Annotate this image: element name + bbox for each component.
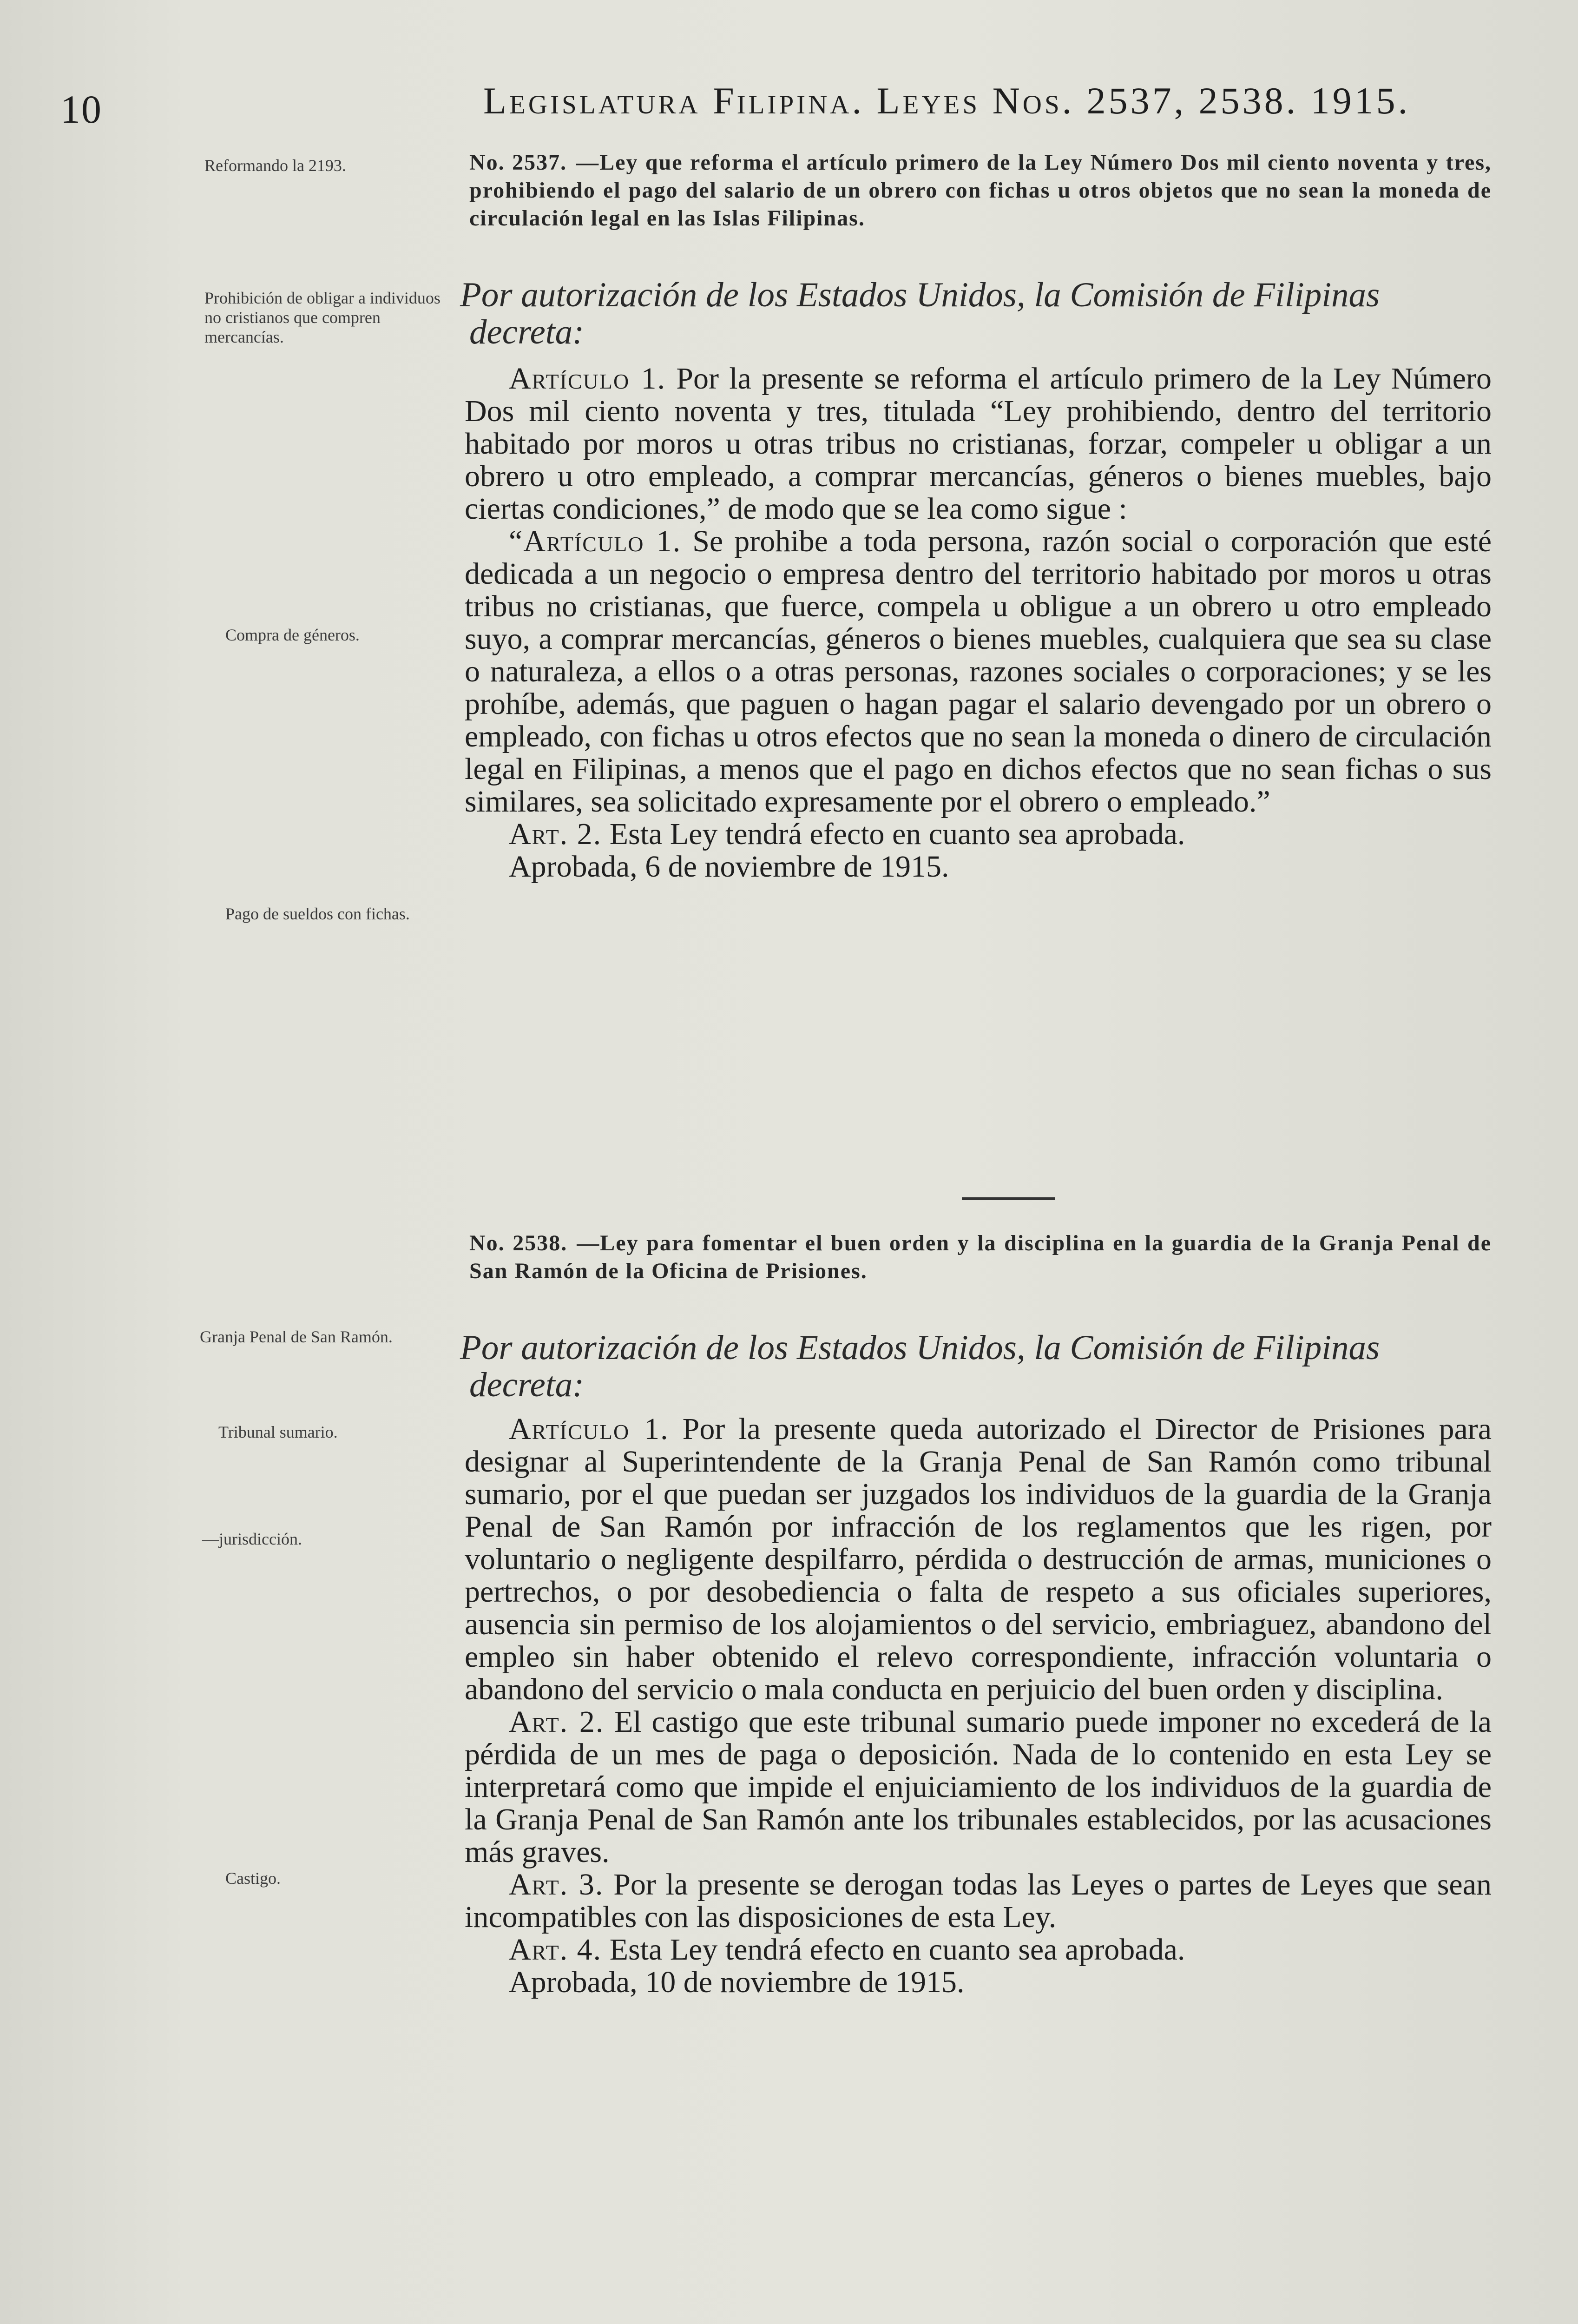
margin-note-prohibicion: Prohibición de obligar a individuos no cristianos que compren mercancías. [204,289,441,346]
law-2537-quoted-article [465,525,1492,818]
margin-note-reformando: Reformando la 2193. [204,156,346,175]
law-2538-article-4 [465,1934,1492,1966]
law-2537-title-text: —Ley que reforma el artículo primero de la Ley Número Dos mil ciento noventa y tres, prohibiendo el pago del salario de un obrero con fichas u otros objetos que no sean la moneda de circulación legal en las Islas Filipinas. [469,150,1492,231]
margin-note-compra: Compra de géneros. [225,626,360,644]
margin-note-granja: Granja Penal de San Ramón. [200,1327,393,1346]
law-2538-approved: Aprobada, 10 de noviembre de 1915. [509,1965,965,1999]
article-label: Artículo 1. [509,1412,669,1446]
law-2537-article-2 [465,818,1492,851]
law-2538-article-3 [465,1868,1492,1934]
article-label: “Artículo 1. [509,524,682,558]
article-label: Art. 4. [509,1933,602,1967]
law-2537-enacting-clause: Por autorización de los Estados Unidos, la Comisión de Filipinas decreta: [460,276,1380,351]
law-2537-approved: Aprobada, 6 de noviembre de 1915. [509,850,949,884]
page-number: 10 [60,87,102,132]
margin-note-pago: Pago de sueldos con fichas. [225,905,410,923]
section-separator [962,1197,1055,1200]
law-2538-body [465,1413,1492,1999]
law-2537-title [469,149,1492,232]
article-label: Art. 2. [509,817,602,851]
running-head: Legislatura Filipina. Leyes Nos. 2537, 2538. 1915. [483,79,1411,122]
margin-note-tribunal: Tribunal sumario. [218,1423,338,1441]
law-2538-enacting-clause: Por autorización de los Estados Unidos, la Comisión de Filipinas decreta: [460,1328,1380,1404]
article-text: Esta Ley tendrá efecto en cuanto sea aprobada. [609,1933,1185,1967]
article-label: Artículo 1. [509,362,666,396]
law-2537-number: No. 2537. [469,150,567,175]
law-2537-body [465,363,1492,883]
margin-note-castigo: Castigo. [225,1869,281,1888]
law-2538-title-text: —Ley para fomentar el buen orden y la disciplina en la guardia de la Granja Penal de San Ramón de la Oficina de Prisiones. [469,1231,1492,1283]
article-text: Por la presente se derogan todas las Leyes o partes de Leyes que sean incompatibles con las disposiciones de esta Ley. [465,1868,1492,1934]
law-2538-article-1 [465,1413,1492,1706]
article-label: Art. 3. [509,1868,604,1901]
article-text: Por la presente se reforma el artículo primero de la Ley Número Dos mil ciento noventa y tres, titulada “Ley prohibiendo, dentro del territorio habitado por moros u otras tribus no cristianas, forzar, compeler u obligar a un obrero u otro empleado, a comprar mercancías, géneros o bienes muebles, bajo ciertas condiciones,” de modo que se lea como sigue : [465,362,1492,526]
article-text: Se prohibe a toda persona, razón social o corporación que esté dedicada a un negocio o empresa dentro del territorio habitado por moros u otras tribus no cristianas, que fuerce, compela u obligue a un obrero u otro empleado suyo, a comprar mercancías, géneros o bienes muebles, cualquiera que sea su clase o naturaleza, a ellos o a otras personas, razones sociales o corporaciones; y se les prohíbe, además, que paguen o hagan pagar el salario devengado por un obrero o empleado, con fichas u otros efectos que no sean la moneda o dinero de circulación legal en Filipinas, a menos que el pago en dichos efectos que no sean fichas o sus similares, sea solicitado expresamente por el obrero o empleado.” [465,524,1492,819]
law-2538-title [469,1229,1492,1285]
margin-note-jurisdiccion: —jurisdicción. [202,1530,302,1548]
article-text: Esta Ley tendrá efecto en cuanto sea aprobada. [609,817,1185,851]
article-text: El castigo que este tribunal sumario puede imponer no excederá de la pérdida de un mes de paga o deposición. Nada de lo contenido en esta Ley se interpretará como que impide el enjuiciamiento de los individuos de la guardia de la Granja Penal de San Ramón ante los tribunales establecidos, por las acusaciones más graves. [465,1705,1492,1869]
law-2538-number: No. 2538. [469,1231,568,1255]
article-label: Art. 2. [509,1705,605,1739]
law-2538-article-2 [465,1706,1492,1868]
article-text: Por la presente queda autorizado el Director de Prisiones para designar al Superintendente de la Granja Penal de San Ramón como tribunal sumario, por el que puedan ser juzgados los individuos de la guardia de la Granja Penal de San Ramón por infracción de los reglamentos que les rigen, por voluntario o negligente despilfarro, pérdida o destrucción de armas, municiones o pertrechos, o por desobediencia o falta de respeto a sus oficiales superiores, ausencia sin permiso de los alojamientos o del servicio, embriaguez, abandono del empleo sin haber obtenido el relevo correspondiente, infracción voluntaria o abandono del servicio o mala conducta en perjuicio del buen orden y disciplina. [465,1412,1492,1706]
law-2537-article-1 [465,363,1492,525]
